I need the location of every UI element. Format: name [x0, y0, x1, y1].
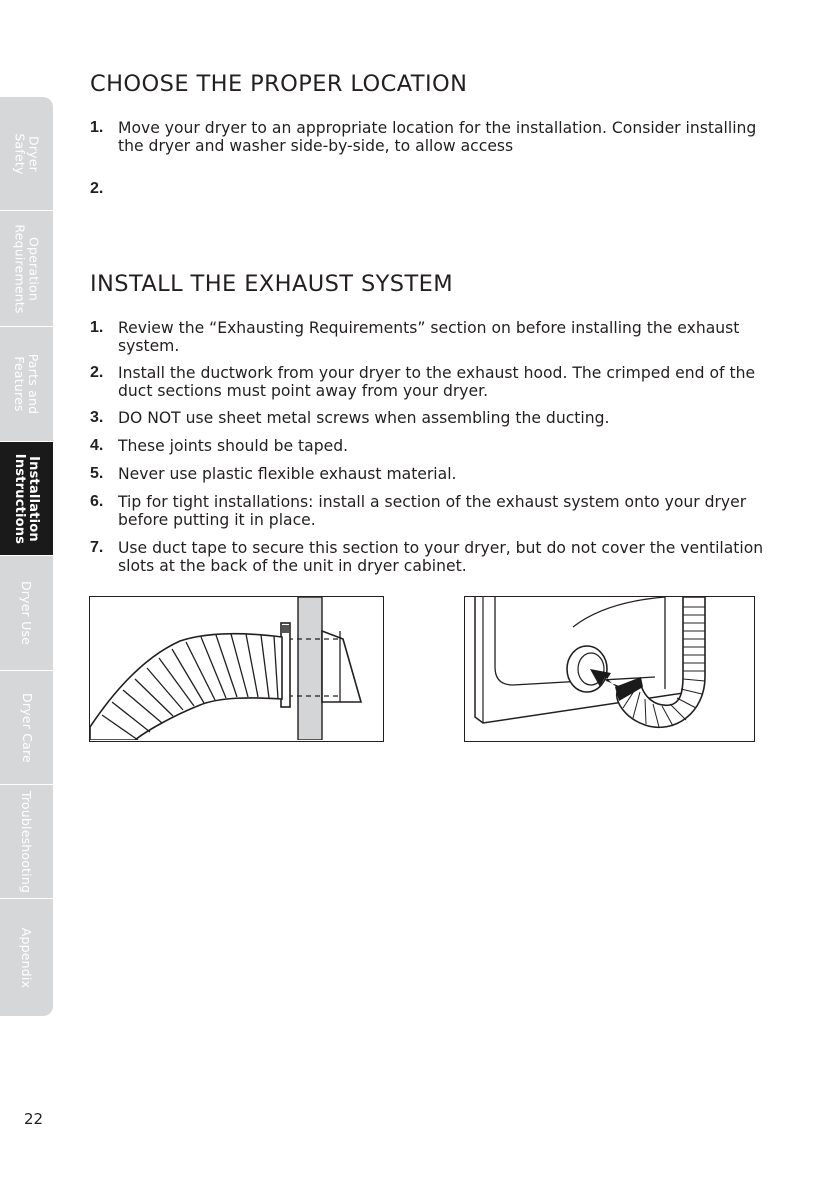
- tab-installation-instructions-label: Installation Instructions: [12, 453, 42, 544]
- tab-dryer-use[interactable]: [0, 556, 53, 671]
- location-step-2: [90, 180, 770, 198]
- exhaust-step-6: [90, 493, 770, 529]
- tab-dryer-safety-label: Dryer Safety: [12, 132, 42, 175]
- side-tab-nav: [0, 97, 53, 1016]
- step-text: Install the ductwork from your dryer to the exhaust hood. The crimped end of the duct sections must point away from your dryer.: [118, 364, 756, 400]
- step-text: Never use plastic flexible exhaust material.: [118, 465, 457, 483]
- tab-dryer-care-label: Dryer Care: [19, 692, 35, 763]
- flex-duct: [90, 634, 282, 740]
- tab-dryer-safety[interactable]: [0, 97, 53, 211]
- step-text: DO NOT use sheet metal screws when assembling the ducting.: [118, 409, 610, 427]
- step-number: 2.: [90, 364, 104, 381]
- step-number: 1.: [90, 119, 104, 136]
- dryer-duct-connection-illustration: [464, 596, 755, 742]
- tab-troubleshooting-label: Troubleshooting: [19, 790, 35, 893]
- dryer-back-drawing: [465, 597, 753, 740]
- step-number: 4.: [90, 437, 104, 454]
- duct-wall-drawing: [90, 597, 382, 740]
- step-text: Use duct tape to secure this section to your dryer, but do not cover the ventilation slots at the back of the unit in dryer cabinet.: [118, 539, 764, 575]
- step-number: 2.: [90, 180, 104, 197]
- location-step-1: [90, 119, 770, 155]
- step-text: [118, 180, 770, 198]
- tab-parts-and-features[interactable]: [0, 327, 53, 442]
- wall: [298, 597, 322, 740]
- location-section-title: CHOOSE THE PROPER LOCATION: [90, 71, 468, 97]
- step-text: These joints should be taped.: [118, 437, 349, 455]
- tab-appendix[interactable]: [0, 899, 53, 1016]
- tab-operation-requirements[interactable]: [0, 211, 53, 327]
- tab-parts-and-features-label: Parts and Features: [12, 353, 42, 415]
- exhaust-hood: [322, 631, 361, 702]
- step-number: 3.: [90, 409, 104, 426]
- step-number: 6.: [90, 493, 104, 510]
- exhaust-step-2: [90, 364, 770, 400]
- exhaust-steps: [90, 319, 770, 575]
- exhaust-step-1: [90, 319, 770, 355]
- exhaust-step-4: [90, 437, 770, 455]
- clamp-screw: [282, 625, 289, 633]
- step-text: Review the “Exhausting Requirements” section on before installing the exhaust system.: [118, 319, 740, 355]
- step-number: 7.: [90, 539, 104, 556]
- exhaust-section-title: INSTALL THE EXHAUST SYSTEM: [90, 271, 454, 297]
- tab-troubleshooting[interactable]: [0, 785, 53, 899]
- step-number: 5.: [90, 465, 104, 482]
- step-text: Tip for tight installations: install a section of the exhaust system onto your dryer before putting it in place.: [118, 493, 747, 529]
- tab-appendix-label: Appendix: [19, 927, 35, 988]
- exhaust-step-3: [90, 409, 770, 427]
- step-number: 1.: [90, 319, 104, 336]
- tab-installation-instructions[interactable]: [0, 442, 53, 556]
- tab-dryer-care[interactable]: [0, 671, 53, 785]
- page-number: 22: [24, 1110, 44, 1128]
- duct-wall-illustration: [89, 596, 384, 742]
- location-steps: [90, 119, 770, 198]
- exhaust-step-7: [90, 539, 770, 575]
- tab-dryer-use-label: Dryer Use: [19, 580, 35, 646]
- step-text: Move your dryer to an appropriate location for the installation. Consider installing the dryer and washer side-by-side, to allow access: [118, 119, 757, 155]
- tab-operation-requirements-label: Operation Requirements: [12, 223, 42, 314]
- exhaust-step-5: [90, 465, 770, 483]
